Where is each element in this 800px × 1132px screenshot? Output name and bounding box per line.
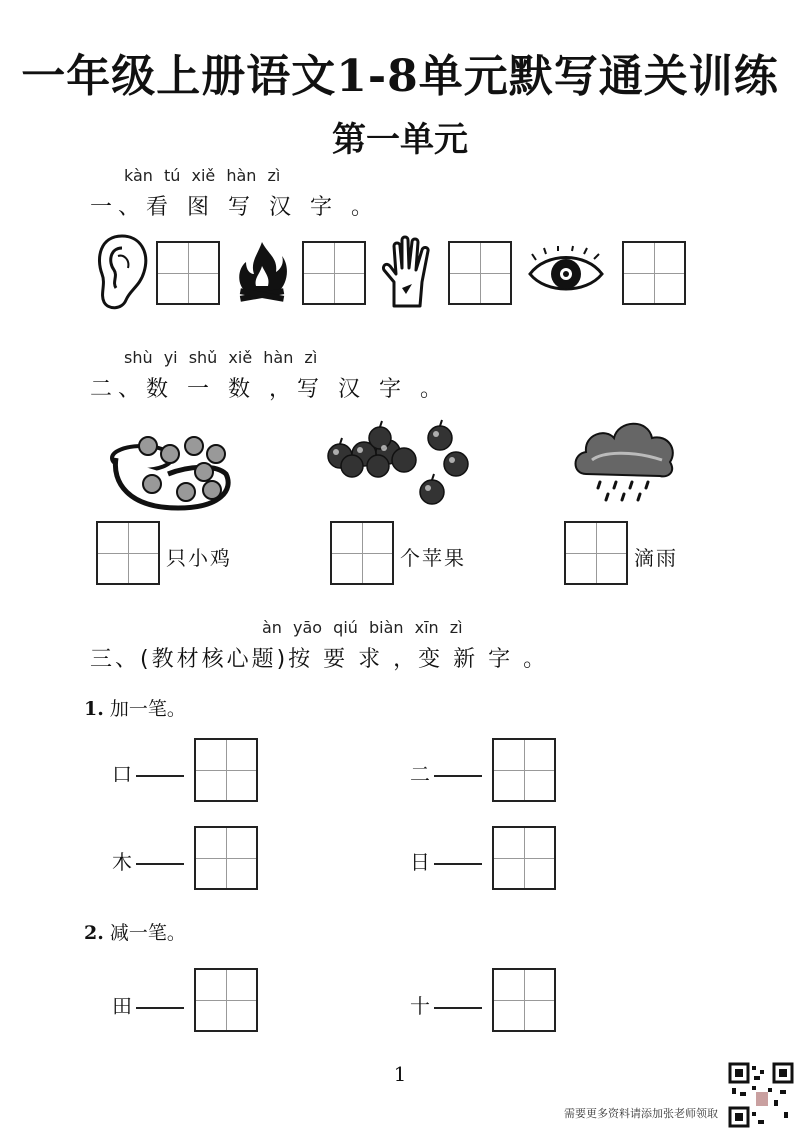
answer-grid-fire[interactable] <box>302 241 366 305</box>
answer-grid-mu[interactable] <box>194 826 258 890</box>
stem-er <box>410 758 482 787</box>
stem-kou <box>112 758 184 787</box>
chicks-label: 只小鸡 <box>166 546 232 570</box>
section1-heading: 一、看 图 写 汉 字 。 <box>90 195 379 220</box>
hand-icon <box>380 236 434 308</box>
stem-mu <box>112 846 184 875</box>
dash <box>136 775 184 777</box>
rain-label: 滴雨 <box>634 546 678 570</box>
stem-char: 十 <box>410 994 430 1018</box>
stem-tian <box>112 990 184 1019</box>
dash <box>136 1007 184 1009</box>
section2-pinyin: shù yi shǔ xiě hàn zì <box>124 348 318 367</box>
section3-pinyin: àn yāo qiú biàn xīn zì <box>262 618 463 637</box>
part1-text: 加一笔。 <box>109 698 186 720</box>
answer-grid-tian[interactable] <box>194 968 258 1032</box>
stem-char: 二 <box>410 762 430 786</box>
stem-char: 日 <box>410 850 430 874</box>
answer-grid-hand[interactable] <box>448 241 512 305</box>
page-number: 1 <box>393 1062 407 1086</box>
stem-char: 木 <box>112 850 132 874</box>
section2-heading: 二、数 一 数 ，写 汉 字 。 <box>90 377 448 402</box>
answer-grid-chicks[interactable] <box>96 521 160 585</box>
rain-cloud-icon <box>572 414 678 504</box>
answer-grid-shi[interactable] <box>492 968 556 1032</box>
dash <box>136 863 184 865</box>
chicks-icon <box>108 428 238 512</box>
section3-heading: 三、(教材核心题)按 要 求 ，变 新 字 。 <box>90 647 549 672</box>
stem-char: 田 <box>112 994 132 1018</box>
unit-title: 第一单元 <box>332 120 468 160</box>
qr-code-icon <box>728 1062 794 1128</box>
answer-grid-apples[interactable] <box>330 521 394 585</box>
eye-icon <box>526 246 606 298</box>
dash <box>434 1007 482 1009</box>
part2-text: 减一笔。 <box>109 922 186 944</box>
ear-icon <box>92 232 152 312</box>
answer-grid-er[interactable] <box>492 738 556 802</box>
part1-label <box>84 694 186 721</box>
part1-number: 1. <box>84 698 104 720</box>
apples-icon <box>322 418 482 510</box>
footer-note: 需要更多资料请添加张老师领取 <box>564 1107 718 1120</box>
apples-label: 个苹果 <box>400 546 466 570</box>
section1-pinyin: kàn tú xiě hàn zì <box>124 166 281 185</box>
page-title: 一年级上册语文1-8单元默写通关训练 <box>21 51 779 102</box>
answer-grid-kou[interactable] <box>194 738 258 802</box>
fire-icon <box>234 240 290 306</box>
dash <box>434 863 482 865</box>
stem-char: 口 <box>112 762 132 786</box>
part2-label <box>84 918 186 945</box>
dash <box>434 775 482 777</box>
answer-grid-rain[interactable] <box>564 521 628 585</box>
stem-ri <box>410 846 482 875</box>
part2-number: 2. <box>84 922 104 944</box>
answer-grid-ri[interactable] <box>492 826 556 890</box>
stem-shi <box>410 990 482 1019</box>
answer-grid-eye[interactable] <box>622 241 686 305</box>
answer-grid-ear[interactable] <box>156 241 220 305</box>
